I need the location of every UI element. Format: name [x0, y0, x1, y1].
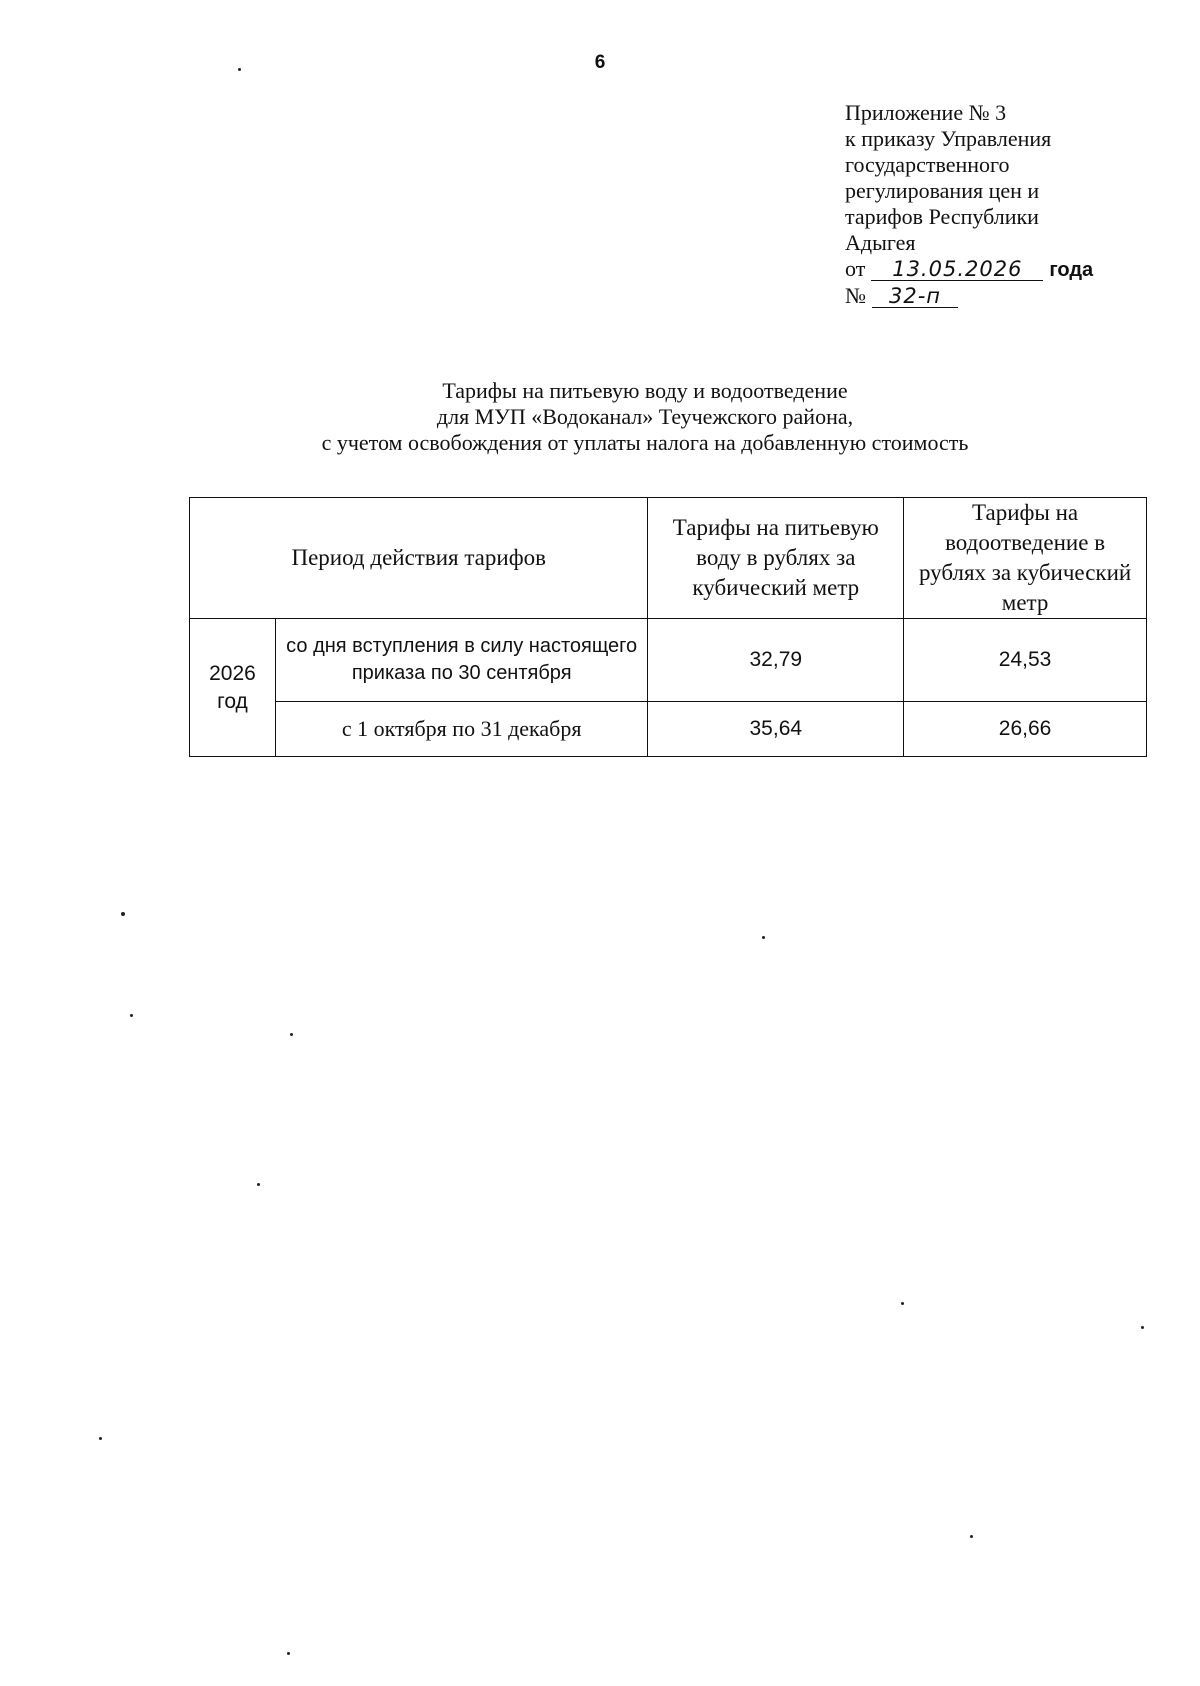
period-cell: с 1 октября по 31 декабря: [275, 702, 647, 757]
number-prefix: №: [845, 283, 866, 308]
scan-speck: [257, 1183, 260, 1186]
date-prefix: от: [845, 256, 866, 281]
year-cell: 2026 год: [190, 619, 276, 757]
period-cell: со дня вступления в силу настоящего приказа по 30 сентября: [275, 619, 647, 702]
title-line-3: с учетом освобождения от уплаты налога на добавленную стоимость: [321, 430, 969, 455]
date-suffix: года: [1049, 259, 1094, 281]
appendix-line: к приказу Управления: [845, 126, 1052, 151]
sewage-tariff-cell: 24,53: [904, 619, 1147, 702]
handwritten-number: 32-п: [872, 285, 958, 308]
scan-speck: [1141, 1326, 1144, 1329]
header-sewage: Тарифы на водоотведение в рублях за кубический метр: [904, 498, 1147, 619]
appendix-date-line: [845, 256, 1165, 283]
water-tariff-cell: 32,79: [648, 619, 904, 702]
appendix-line: регулирования цен и: [845, 178, 1040, 203]
title-line-2: для МУП «Водоканал» Теучежского района,: [436, 404, 854, 429]
table-header-row: [190, 498, 1147, 619]
scan-speck: [99, 1437, 102, 1440]
document-title: [0, 378, 1200, 456]
appendix-block: [845, 100, 1165, 309]
scan-speck: [290, 1033, 293, 1036]
appendix-line: Адыгея: [845, 230, 916, 255]
tariffs-table: [189, 497, 1147, 757]
table-row: [190, 619, 1147, 702]
water-tariff-cell: 35,64: [648, 702, 904, 757]
header-water: Тарифы на питьевую воду в рублях за кубический метр: [648, 498, 904, 619]
scan-speck: [130, 1014, 133, 1017]
page-number: 6: [594, 52, 606, 73]
scan-speck: [970, 1535, 973, 1538]
scan-speck: [121, 912, 125, 916]
appendix-number-line: [845, 283, 1165, 309]
sewage-tariff-cell: 26,66: [904, 702, 1147, 757]
appendix-line: Приложение № 3: [845, 100, 1007, 125]
scan-speck: [238, 68, 241, 71]
appendix-line: государственного: [845, 152, 1010, 177]
scan-speck: [287, 1652, 290, 1655]
scan-speck: [762, 936, 765, 939]
header-period: Период действия тарифов: [190, 498, 648, 619]
table-row: [190, 702, 1147, 757]
title-line-1: Тарифы на питьевую воду и водоотведение: [442, 378, 848, 403]
handwritten-date: 13.05.2026: [871, 258, 1043, 281]
scan-speck: [901, 1302, 904, 1305]
appendix-line: тарифов Республики: [845, 204, 1039, 229]
